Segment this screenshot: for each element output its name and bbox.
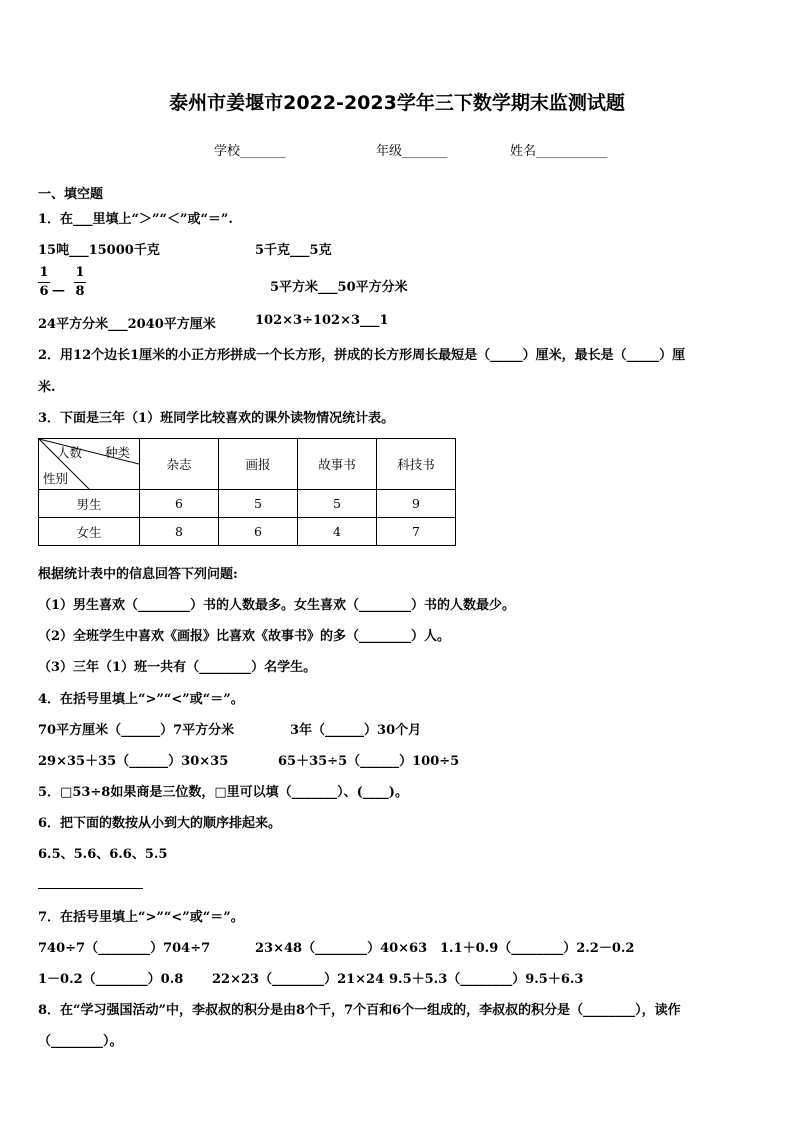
question-7-item-d: 1－0.2（________）0.8 — [38, 972, 184, 987]
question-1-item-b: 5千克___5克 — [255, 243, 332, 258]
question-4-item-c: 29×35＋35（______）30×35 — [38, 754, 229, 769]
question-7-item-b: 23×48（________）40×63 — [255, 941, 428, 956]
question-8-line-1: 8．在“学习强国活动”中，李叔叔的积分是由8个千，7个百和6个一组成的，李叔叔的积分是（________），读作 — [38, 1003, 681, 1018]
fraction-numerator: 1 — [39, 265, 49, 280]
table-cell: 5 — [298, 490, 377, 518]
column-header: 科技书 — [377, 439, 456, 490]
column-header: 故事书 — [298, 439, 377, 490]
fraction-denominator: 8 — [75, 284, 85, 299]
grade-field: 年级_______ — [376, 144, 448, 159]
section-heading: 一、填空题 — [38, 187, 104, 202]
column-header: 画报 — [219, 439, 298, 490]
question-4-item-a: 70平方厘米（______）7平方分米 — [38, 723, 235, 738]
question-2-line-2: 米. — [38, 380, 56, 395]
question-1-item-e: 102×3÷102×3___1 — [255, 313, 389, 328]
fraction-compare-blank: — — [52, 283, 65, 298]
question-8-line-2: （________）。 — [38, 1034, 123, 1049]
question-3-sub-1: （1）男生喜欢（________）书的人数最多。女生喜欢（________）书的人数最少。 — [38, 598, 516, 613]
column-header: 杂志 — [140, 439, 219, 490]
question-3-intro: 根据统计表中的信息回答下列问题: — [38, 567, 238, 582]
name-field: 姓名___________ — [510, 144, 608, 159]
row-label: 女生 — [39, 518, 140, 546]
table-cell: 9 — [377, 490, 456, 518]
table-corner-header — [39, 439, 140, 490]
fraction-denominator: 6 — [39, 284, 49, 299]
table-cell: 6 — [219, 518, 298, 546]
fraction-one-eighth — [74, 265, 86, 300]
table-cell: 5 — [219, 490, 298, 518]
corner-label-category: 种类 — [105, 445, 131, 460]
row-label: 男生 — [39, 490, 140, 518]
question-1-item-a: 15吨___15000千克 — [38, 243, 160, 258]
corner-label-gender: 性别 — [43, 471, 69, 486]
answer-line — [38, 888, 143, 889]
table-cell: 8 — [140, 518, 219, 546]
question-7-stem: 7．在括号里填上“>”“<”或“＝”。 — [38, 910, 244, 925]
reading-stats-table — [38, 438, 456, 546]
question-3-sub-2: （2）全班学生中喜欢《画报》比喜欢《故事书》的多（________）人。 — [38, 629, 451, 644]
school-field: 学校_______ — [214, 144, 286, 159]
question-3-stem: 3．下面是三年（1）班同学比较喜欢的课外读物情况统计表。 — [38, 411, 395, 426]
question-1-item-c: 5平方米___50平方分米 — [270, 280, 408, 295]
fraction-one-sixth — [38, 265, 50, 300]
question-7-item-f: 9.5＋5.3（________）9.5＋6.3 — [389, 972, 584, 987]
question-5: 5．□53÷8如果商是三位数，□里可以填（_______）、(____)。 — [38, 785, 408, 800]
question-6-stem: 6．把下面的数按从小到大的顺序排起来。 — [38, 816, 282, 831]
question-6-numbers: 6.5、5.6、6.6、5.5 — [38, 847, 168, 862]
question-4-item-b: 3年（______）30个月 — [290, 723, 422, 738]
table-cell: 7 — [377, 518, 456, 546]
question-7-item-c: 1.1＋0.9（________）2.2－0.2 — [440, 941, 635, 956]
question-7-item-a: 740÷7（________）704÷7 — [38, 941, 211, 956]
question-3-sub-3: （3）三年（1）班一共有（________）名学生。 — [38, 660, 317, 675]
table-cell: 6 — [140, 490, 219, 518]
question-4-stem: 4．在括号里填上“>”“<”或“＝”。 — [38, 692, 244, 707]
table-cell: 4 — [298, 518, 377, 546]
question-7-item-e: 22×23（________）21×24 — [212, 972, 385, 987]
question-4-item-d: 65＋35÷5（______）100÷5 — [278, 754, 460, 769]
question-1-item-d: 24平方分米___2040平方厘米 — [38, 317, 216, 332]
question-2-line-1: 2．用12个边长1厘米的小正方形拼成一个长方形，拼成的长方形周长最短是（_____）厘米，最长是（_____）厘 — [38, 348, 686, 363]
question-1-stem: 1．在___里填上“＞”“＜”或“＝”. — [38, 212, 233, 227]
page-title: 泰州市姜堰市2022-2023学年三下数学期末监测试题 — [169, 92, 625, 114]
fraction-numerator: 1 — [75, 265, 85, 280]
corner-label-count: 人数 — [57, 445, 83, 460]
